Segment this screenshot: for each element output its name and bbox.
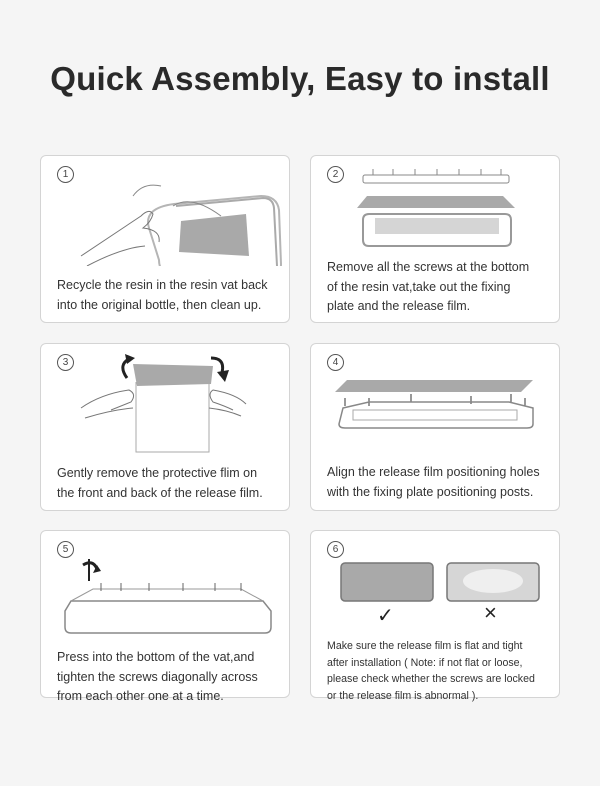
step-line: or the release film is abnormal ). [327,689,479,702]
step-line: Make sure the release film is flat and tight [327,640,523,652]
step-card-5 [40,530,290,703]
step-line: Gently remove the protective flim on [57,466,258,480]
step-line: of the resin vat,take out the fixing [327,279,511,294]
step-card-4 [310,343,560,511]
check-icon: ✓ [377,605,394,627]
step-description [57,276,281,315]
step-number: 1 [57,166,74,183]
step-number: 4 [327,354,344,371]
film-peeling-illustration [41,344,291,459]
step-card-6 [310,530,560,702]
film-alignment-illustration [311,344,561,444]
step-number: 2 [327,166,344,183]
step-line: the front and back of the release film. [57,485,263,500]
step-line: Press into the bottom of the vat,and [57,650,255,664]
step-description [57,648,281,707]
step-line: Recycle the resin in the resin vat back [57,278,268,292]
step-line: from each other one at a time. [57,689,224,703]
step-line: plate and the release film. [327,299,471,313]
step-card-2 [310,155,560,323]
step-number: 5 [57,541,74,558]
step-card-3 [40,343,290,511]
step-line: after installation ( Note: if not flat or loose, [327,656,523,669]
step-description [57,464,281,503]
cross-icon: × [484,600,497,625]
step-number: 6 [327,541,344,558]
screw-tightening-illustration [41,531,291,641]
step-description [327,258,551,317]
step-description [327,638,551,704]
page-title: Quick Assembly, Easy to install [50,60,550,97]
step-description [327,463,551,502]
step-line: tighten the screws diagonally across [57,669,258,684]
step-line: Remove all the screws at the bottom [327,260,530,274]
step-line: into the original bottle, then clean up. [57,297,262,312]
step-card-1 [40,155,290,323]
vat-disassembly-illustration [311,156,561,256]
step-line: Align the release film positioning holes [327,465,540,479]
vat-pouring-illustration [41,156,291,266]
step-number: 3 [57,354,74,371]
step-line: please check whether the screws are locked [327,673,535,686]
step-line: with the fixing plate positioning posts. [327,484,534,499]
film-comparison-illustration [311,531,561,606]
